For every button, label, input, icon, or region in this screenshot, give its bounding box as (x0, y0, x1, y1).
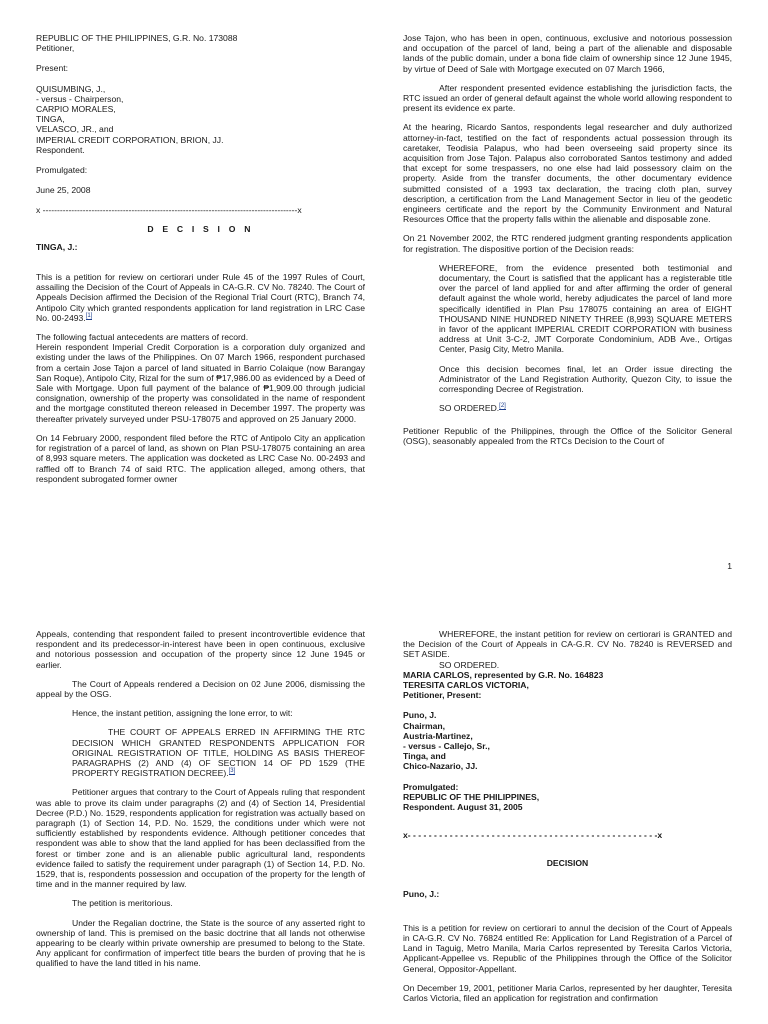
footnote-link[interactable]: [3] (228, 768, 236, 775)
paragraph: On December 19, 2001, petitioner Maria Carlos, represented by her daughter, Teresita Carlos Victoria, filed an application for registration and confirmation (403, 982, 732, 1004)
bench-line: Puno, J. (403, 710, 437, 721)
paragraph: The following factual antecedents are matters of record. (36, 332, 249, 343)
caption-block (36, 33, 365, 53)
page1-left-column (36, 33, 365, 493)
paragraph-text: This is a petition for review on certiorari under Rule 45 of the 1997 Rules of Court, assailing the Decision of the Court of Appeals in CA-G.R. CV No. 78240. The Court of Appeals Decision affirmed the Decision of the Regional Trial Court (RTC), Branch 74, Antipolo City which granted respondents application for land registration in LRC Case No. 00-2493. (36, 272, 365, 323)
bench-line: - versus - Callejo, Sr., (403, 741, 490, 752)
promulgated-line: Promulgated: (403, 781, 459, 792)
paragraph: At the hearing, Ricardo Santos, respondents legal researcher and duly authorized attorney-in-fact, testified on the fact of respondents actual possession through its caretaker, Teodisia Palapus, who had been overseeing said property since its acquisition from Jose Tajon. Palapus also corroborated Santos testimony and added that except for some trespassers, no one else had laid possessory claim on the property. Aside from the transfer documents, the other documentary evidence submitted consisted of a 1993 tax declaration, the tracing cloth plan, survey description, a certification from the Land Management Sector in lieu of the geodetic engineers certificate and the report by the Community Environment and Natural Resources Office that the property falls within the alienable and disposable zone. (403, 122, 732, 225)
paragraph: Appeals, contending that respondent failed to present incontrovertible evidence that respondent and its predecessor-in-interest have been in open continuous, exclusive and notorious possession and occupation of the property since 12 June 1945 or earlier. (36, 629, 365, 670)
paragraph: On 14 February 2000, respondent filed before the RTC of Antipolo City an application for registration of a parcel of land, as shown on Plan PSU-178075 containing an area of 8,993 square meters. The application was docketed as LRC Case No. 00-2493 and raffled off to Branch 74 of said RTC. The application alleged, among others, that respondent subrogated former owner (36, 432, 365, 484)
bench-line: - versus - Chairperson, (36, 93, 124, 104)
bench-line: Austria-Martinez, (403, 730, 473, 741)
footnote-link[interactable]: [2] (499, 403, 506, 410)
paragraph: Hence, the instant petition, assigning the lone error, to wit: (72, 708, 293, 719)
so-ordered: SO ORDERED. (439, 403, 500, 414)
paragraph: Petitioner argues that contrary to the Court of Appeals ruling that respondent was able to prove its claim under paragraphs (2) and (4) of Section 14, Presidential Decree (P.D.) No. 1529, respondents application for registration was actually based on paragraph (1) of Section 14, P.D. No. 1529, the conditions under which were not sufficiently established by respondents evidence. Although petitioner concedes that respondent was able to show that the land applied for has been declassified from the forest or timber zone and is an alienable public agricultural land, respondents evidence failed to satisfy the requirement under paragraph (1) of Section 14, P.D. No. 1529, that is, respondents possession and occupation of the property for the length of time and in the manner required by law. (36, 787, 365, 890)
page2-left-column (36, 629, 365, 978)
quote-text: THE COURT OF APPEALS ERRED IN AFFIRMING THE RTC DECISION WHICH GRANTED RESPONDENTS APPLICATION FOR ORIGINAL REGISTRATION OF TITLE, HOLDING AS BASIS THEREOF PARAGRAPHS (2) AND (4) OF SECTION 14 OF PD 1529 (THE PROPERTY REGISTRATION DECREE). (72, 727, 365, 779)
page1-right-column (403, 33, 732, 455)
block-quote: Once this decision becomes final, let an Order issue directing the Administrator of the Land Registration Authority, Quezon City, to issue the corresponding Decree of Registration. (439, 363, 732, 395)
page-number: 1 (727, 561, 732, 571)
bench-line: Chairman, (403, 720, 446, 731)
section-divider: x -----------------------------------------------------------------------------------------x (36, 205, 302, 216)
block-quote: WHEREFORE, from the evidence presented both testimonial and documentary, the Court is satisfied that the applicant has a registerable title over the parcel of land applied for and after affirming the order of general default against the whole world, hereby adjudicates the parcel of land more specifically identified in Plan Psu 178075 containing an area of EIGHT THOUSAND NINE HUNDRED NINETY THREE (8,993) SQUARE METERS in favor of the applicant IMPERIAL CREDIT CORPORATION with business address at Unit 3-C-2, JMT Corporate Condominium, ADB Ave., Ortigas Center, Pasig City, Metro Manila. (439, 262, 732, 355)
promulgated-line: Respondent. August 31, 2005 (403, 802, 523, 813)
section-divider: x- - - - - - - - - - - - - - - - - - - - - - - - - - - - - - - - - - - - - - - - - - - - - - - -x (403, 830, 663, 841)
paragraph: Jose Tajon, who has been in open, continuous, exclusive and notorious possession and occupation of the parcel of land, being a part of the alienable and disposable lands of the public domain, under a bona fide claim of ownership since 12 June 1945, by virtue of Deed of Sale with Mortgage executed on 07 March 1966, (403, 33, 732, 74)
footnote-link[interactable]: [1] (85, 313, 93, 319)
caption-line: REPUBLIC OF THE PHILIPPINES, G.R. No. 173088 (36, 33, 238, 43)
paragraph: Herein respondent Imperial Credit Corporation is a corporation duly organized and existing under the laws of the Philippines. On 07 March 1966, respondent purchased from a certain Jose Tajon a parcel of land situated in Barrio Colaique (now Barangay San Roque), Antipolo City, Rizal for the sum of ₱17,986.00 as evidenced by a Deed of Sale with Mortgage. Upon full payment of the balance of ₱1,909.00 through judicial consignation, ownership of the property was consolidated in the name of respondent and the mortgage constituted thereon released in December 1997. The property was thereafter privately surveyed under PSU-178075 and approved on 25 January 2000. (36, 342, 365, 424)
promulgated-label: Promulgated: (36, 165, 88, 176)
bench-line: TINGA, (36, 114, 65, 125)
paragraph: On 21 November 2002, the RTC rendered judgment granting respondents application for registration. The dispositive portion of the Decision reads: (403, 233, 732, 254)
bench-line: Respondent. (36, 144, 85, 155)
block-quote (72, 727, 365, 778)
caption-line: Petitioner, Present: (403, 690, 482, 701)
so-ordered: SO ORDERED. (439, 659, 500, 670)
caption-line: Petitioner, (36, 43, 75, 54)
caption-line: MARIA CARLOS, represented by G.R. No. 164823 (403, 669, 604, 680)
promulgated-date: June 25, 2008 (36, 185, 91, 196)
paragraph: This is a petition for review on certiorari to annul the decision of the Court of Appeals in CA-G.R. CV No. 76824 entitled Re: Application for Land Registration of a Parcel of Land in Taguig, Metro Manila, Maria Carlos represented by Teresita Carlos Victoria, Applicant-Appellee vs. Republic of the Philippines through the Office of the Solicitor General, Oppositor-Appellant. (403, 922, 732, 974)
bench-block (403, 710, 732, 771)
ponente: TINGA, J.: (36, 241, 78, 252)
bench-line: QUISUMBING, J., (36, 83, 106, 94)
bench-line: VELASCO, JR., and (36, 124, 114, 135)
promulgated-block (403, 782, 732, 813)
page2-right-column (403, 629, 732, 1012)
paragraph: The Court of Appeals rendered a Decision on 02 June 2006, dismissing the appeal by the OSG. (36, 678, 365, 700)
bench-block (36, 84, 365, 155)
decision-heading: DECISION (546, 858, 589, 869)
present-label: Present: (36, 63, 69, 74)
bench-line: CARPIO MORALES, (36, 104, 116, 115)
caption-block (403, 670, 732, 701)
page-gap (0, 582, 768, 622)
paragraph: After respondent presented evidence establishing the jurisdiction facts, the RTC issued an order of general default against the whole world allowing respondent to present its evidence ex parte. (403, 82, 732, 114)
promulgated-line: REPUBLIC OF THE PHILIPPINES, (403, 791, 540, 802)
caption-line: TERESITA CARLOS VICTORIA, (403, 680, 529, 691)
ponente: Puno, J.: (403, 888, 440, 899)
paragraph: Under the Regalian doctrine, the State is the source of any asserted right to ownership of land. This is premised on the basic doctrine that all lands not otherwise appearing to be clearly within private ownership are presumed to belong to the State. Any applicant for confirmation of imperfect title bears the burden of proving that he is qualified to have the land titled in his name. (36, 917, 365, 969)
document-page-2 (0, 622, 768, 1024)
decision-heading: D E C I S I O N (147, 223, 254, 234)
paragraph: Petitioner Republic of the Philippines, through the Office of the Solicitor General (OSG), seasonably appealed from the RTCs Decision to the Court of (403, 425, 732, 446)
bench-line: IMPERIAL CREDIT CORPORATION, BRION, JJ. (36, 134, 224, 145)
paragraph: WHEREFORE, the instant petition for review on certiorari is GRANTED and the Decision of the Court of Appeals in CA-G.R. CV No. 78240 is REVERSED and SET ASIDE. (403, 629, 732, 660)
block-quote (439, 403, 732, 413)
paragraph: The petition is meritorious. (72, 898, 173, 909)
bench-line: Tinga, and (403, 751, 446, 762)
paragraph (36, 272, 365, 323)
bench-line: Chico-Nazario, JJ. (403, 761, 478, 772)
